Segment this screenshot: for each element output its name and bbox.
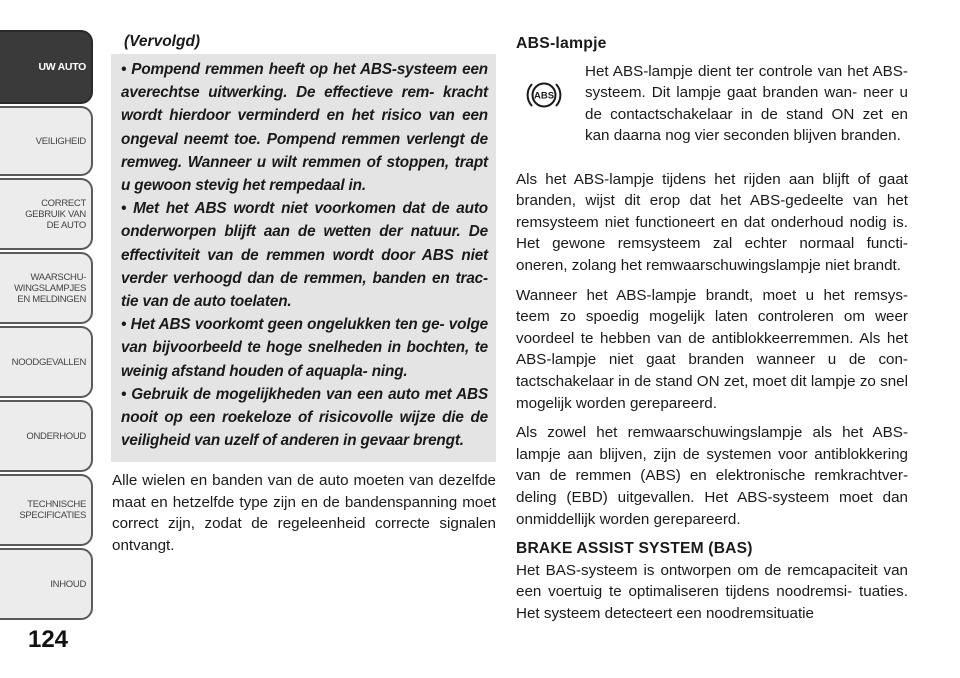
abs-warning-icon (526, 79, 562, 111)
bas-heading: BRAKE ASSIST SYSTEM (BAS) (516, 540, 753, 558)
page-number: 124 (27, 626, 69, 653)
abs-lamp-intro: Het ABS-lampje dient ter controle van het ABS-systeem. Dit lampje gaat branden wan- neer u de contactschakelaar in de stand ON zet en kan daarna nog vier seconden blijven branden. (585, 62, 908, 145)
right-column (516, 33, 908, 632)
abs-paragraph-2: Wanneer het ABS-lampje brandt, moet u het remsys- teem zo spoedig mogelijk laten controleren om weer voordeel te hebben van de antiblokkeerremmen. Als het ABS-lampje niet gaat branden wanneer u de con- tactschakelaar in de stand ON zet, moet dit lampje zo snel mogelijk worden gerepareerd. (516, 286, 908, 412)
abs-lamp-heading: ABS-lampje (516, 35, 607, 52)
continued-label: (Vervolgd) (124, 33, 201, 50)
abs-paragraph-1: Als het ABS-lampje tijdens het rijden aan blijft of gaat branden, wijst dit erop dat het ABS-gedeelte van het remsysteem niet functioneert en dat onderhoud nodig is. Het gewone remsysteem zal echter normaal functi- oneren, zolang het remwaarschuwingslampje niet brandt. (516, 170, 908, 274)
tab-waarschuwingslampjes[interactable]: WAARSCHU- WINGSLAMPJES EN MELDINGEN (0, 252, 93, 324)
warning-box (111, 54, 496, 462)
warning-bullet-physics: • Met het ABS wordt niet voorkomen dat de auto onderworpen blijft aan de wetten der natuur. De effectiviteit van de remmen wordt door ABS niet verder verhoogd dan de remmen, banden en trac- tie van de auto toelaten. (121, 200, 488, 311)
tab-uw-auto[interactable]: UW AUTO (0, 30, 93, 104)
abs-icon-label: ABS (533, 90, 555, 102)
tab-inhoud[interactable]: INHOUD (0, 548, 93, 620)
abs-paragraph-3: Als zowel het remwaarschuwingslampje als het ABS- lampje aan blijven, zijn de systemen voor antiblokkering van de remmen (ABS) en elektronische remkrachtver- deling (EBD) uitgevallen. Het ABS-systeem moet dan onmiddellijk worden gerepareerd. (516, 424, 908, 528)
abs-lamp-block (516, 61, 908, 161)
chapter-tabs (0, 0, 100, 678)
tab-veiligheid[interactable]: VEILIGHEID (0, 106, 93, 176)
warning-bullet-accidents: • Het ABS voorkomt geen ongelukken ten ge- volge van bijvoorbeeld te hoge snelheden in bochten, te weinig afstand houden of aquapla- ning. (121, 316, 488, 380)
tyres-paragraph: Alle wielen en banden van de auto moeten van dezelfde maat en hetzelfde type zijn en de bandenspanning moet correct zijn, zodat de regeleenheid correcte signalen ontvangt. (112, 472, 496, 554)
warning-bullet-pumping: • Pompend remmen heeft op het ABS-systeem een averechtse uitwerking. De effectieve rem- kracht wordt hierdoor verminderd en het risico van een ongeval neemt toe. Pompend remmen verlengt de remweg. Wanneer u wilt remmen of stoppen, trapt u gewoon stevig het rempedaal in. (121, 61, 488, 195)
tab-correct-gebruik[interactable]: CORRECT GEBRUIK VAN DE AUTO (0, 178, 93, 250)
tab-technische-specificaties[interactable]: TECHNISCHE SPECIFICATIES (0, 474, 93, 546)
tab-noodgevallen[interactable]: NOODGEVALLEN (0, 326, 93, 398)
warning-bullet-recklessness: • Gebruik de mogelijkheden van een auto met ABS nooit op een roekeloze of risicovolle wijze die de veiligheid van uzelf of anderen in gevaar brengt. (121, 385, 488, 450)
bas-paragraph: Het BAS-systeem is ontworpen om de remcapaciteit van een voertuig te optimaliseren tijdens noodremsi- tuaties. Het systeem detecteert een noodremsituatie (516, 561, 908, 622)
tab-onderhoud[interactable]: ONDERHOUD (0, 400, 93, 472)
